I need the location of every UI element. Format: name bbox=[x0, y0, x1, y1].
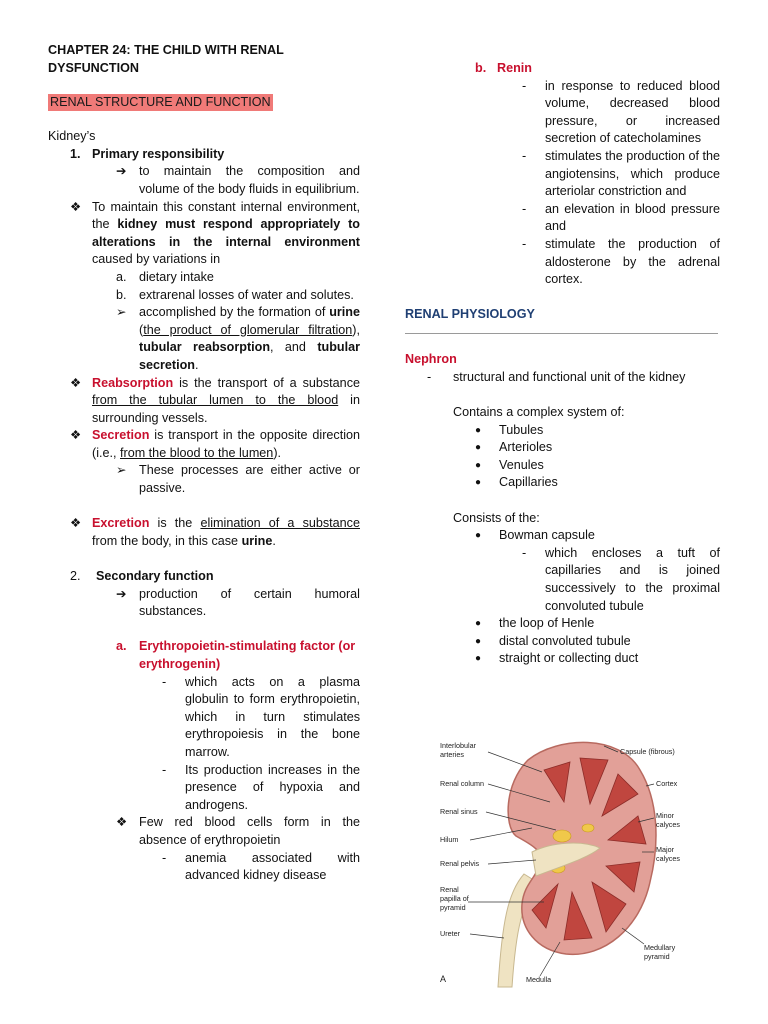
diamond-icon: ❖ bbox=[70, 199, 82, 214]
list-item: ● straight or collecting duct bbox=[405, 650, 720, 668]
accomplished-item: ➢ accomplished by the formation of urine (the product of glomerular filtration), tubular reabsorption, and tubular secretion. bbox=[116, 305, 360, 372]
dash-marker: - bbox=[427, 369, 432, 384]
bullet-marker: ● bbox=[475, 477, 482, 489]
right-column bbox=[405, 60, 720, 668]
primary-responsibility-title: Primary responsibility bbox=[92, 146, 225, 161]
renin-item-3: - an elevation in blood pressure and bbox=[522, 201, 720, 234]
anemia-item: - anemia associated with advanced kidney disease bbox=[162, 850, 360, 883]
erythropoietin-heading: a. Erythropoietin-stimulating factor (or erythrogenin) bbox=[116, 639, 356, 671]
label-renal-papilla: Renal bbox=[440, 885, 459, 894]
processes-item: ➢ These processes are either active or passive. bbox=[116, 463, 360, 496]
dash-marker: - bbox=[522, 201, 527, 216]
list-item: ● Bowman capsule bbox=[405, 527, 720, 545]
list-item: ● Arterioles bbox=[405, 439, 720, 457]
variation-item-a: a. dietary intake bbox=[116, 269, 214, 284]
dash-marker: - bbox=[522, 236, 527, 251]
label-medullary-pyramid: Medullary bbox=[644, 943, 676, 952]
diamond-icon: ❖ bbox=[70, 516, 82, 531]
panel-letter: A bbox=[440, 974, 447, 984]
list-number: 1. bbox=[70, 146, 81, 161]
chapter-title: CHAPTER 24: THE CHILD WITH RENAL DYSFUNCTION bbox=[48, 43, 284, 75]
bowman-detail: - which encloses a tuft of capillaries and is joined successively to the proximal convoluted tubule bbox=[522, 545, 720, 613]
dash-marker: - bbox=[522, 545, 527, 560]
renin-item-1: - in response to reduced blood volume, decreased blood pressure, or increased secretion of catecholamines bbox=[522, 78, 720, 146]
dash-marker: - bbox=[522, 148, 527, 163]
label-minor-calyces-2: calyces bbox=[656, 820, 680, 829]
chevron-icon: ➢ bbox=[116, 305, 127, 320]
label-interlobular-arteries: Interlobular bbox=[440, 741, 476, 750]
label-renal-pelvis: Renal pelvis bbox=[440, 859, 480, 868]
renin-heading: b. Renin bbox=[475, 61, 532, 75]
section-heading-renal-structure: RENAL STRUCTURE AND FUNCTION bbox=[50, 95, 271, 110]
dash-marker: - bbox=[162, 674, 167, 689]
bullet-marker: ● bbox=[475, 424, 482, 436]
kidneys-label: Kidney’s bbox=[48, 129, 96, 144]
secondary-arrow-item: ➔ production of certain humoral substances. bbox=[116, 586, 360, 619]
label-renal-column: Renal column bbox=[440, 779, 484, 788]
list-item: ● the loop of Henle bbox=[405, 615, 720, 633]
primary-arrow-item: ➔ to maintain the composition and volume of the body fluids in equilibrium. bbox=[116, 164, 360, 196]
label-renal-papilla-2: papilla of bbox=[440, 894, 469, 903]
label-major-calyces: Major bbox=[656, 845, 674, 854]
contains-label: Contains a complex system of: bbox=[453, 405, 625, 420]
list-item: ● Venules bbox=[405, 457, 720, 475]
consists-label: Consists of the: bbox=[453, 510, 540, 525]
few-rbc-paragraph: ❖ Few red blood cells form in the absence of erythropoietin bbox=[116, 815, 360, 847]
renin-item-2: - stimulates the production of the angiotensins, which produce arteriolar constriction and bbox=[522, 148, 721, 199]
label-ureter: Ureter bbox=[440, 929, 460, 938]
label-renal-sinus: Renal sinus bbox=[440, 807, 478, 816]
secretion-paragraph: ❖ Secretion is transport in the opposite direction (i.e., from the blood to the lumen). bbox=[48, 427, 360, 462]
label-major-calyces-2: calyces bbox=[656, 854, 680, 863]
dash-marker: - bbox=[522, 78, 527, 93]
left-column bbox=[48, 42, 360, 885]
label-interlobular-arteries-2: arteries bbox=[440, 750, 464, 759]
bullet-marker: ● bbox=[475, 653, 482, 665]
reabsorption-paragraph: ❖ Reabsorption is the transport of a substance from the tubular lumen to the blood in surrounding vessels. bbox=[48, 375, 360, 428]
label-medulla: Medulla bbox=[526, 975, 552, 984]
secondary-function-item bbox=[48, 568, 360, 586]
excretion-paragraph: ❖ Excretion is the elimination of a substance from the body, in this case urine. bbox=[48, 515, 360, 550]
variation-item-b: b. extrarenal losses of water and solutes. bbox=[116, 287, 354, 302]
label-capsule: Capsule (fibrous) bbox=[620, 747, 675, 756]
kidney-diagram bbox=[432, 732, 724, 992]
bullet-marker: ● bbox=[475, 442, 482, 454]
bullet-marker: ● bbox=[475, 635, 482, 647]
label-medullary-pyramid-2: pyramid bbox=[644, 952, 670, 961]
nephron-definition: - structural and functional unit of the kidney bbox=[405, 369, 720, 387]
arrow-icon: ➔ bbox=[116, 164, 127, 179]
list-item: ● Capillaries bbox=[405, 474, 720, 492]
label-cortex: Cortex bbox=[656, 779, 678, 788]
label-renal-papilla-3: pyramid bbox=[440, 903, 466, 912]
maintain-paragraph: ❖ To maintain this constant internal environment, the kidney must respond appropriately to alterations in the internal environment caused by variations in bbox=[48, 199, 360, 269]
primary-responsibility-item bbox=[48, 146, 360, 164]
chevron-icon: ➢ bbox=[116, 463, 127, 478]
label-minor-calyces: Minor bbox=[656, 811, 674, 820]
bullet-marker: ● bbox=[475, 459, 482, 471]
renin-item-4: - stimulate the production of aldosterone by the adrenal cortex. bbox=[522, 236, 720, 287]
nephron-heading: Nephron bbox=[405, 352, 457, 367]
list-item: ● Tubules bbox=[405, 422, 720, 440]
erythropoietin-detail-2: - Its production increases in the presence of hypoxia and androgens. bbox=[162, 762, 360, 812]
secondary-function-title: Secondary function bbox=[96, 569, 214, 584]
list-item: ● distal convoluted tubule bbox=[405, 633, 720, 651]
label-hilum: Hilum bbox=[440, 835, 459, 844]
section-divider bbox=[405, 333, 718, 334]
diamond-icon: ❖ bbox=[70, 375, 82, 390]
list-number: 2. bbox=[70, 569, 81, 584]
dash-marker: - bbox=[162, 762, 167, 777]
diamond-icon: ❖ bbox=[70, 428, 82, 443]
bullet-marker: ● bbox=[475, 530, 482, 542]
arrow-icon: ➔ bbox=[116, 586, 127, 601]
diamond-icon: ❖ bbox=[116, 815, 128, 830]
section-heading-renal-physiology: RENAL PHYSIOLOGY bbox=[405, 306, 535, 321]
bullet-marker: ● bbox=[475, 618, 482, 630]
dash-marker: - bbox=[162, 850, 167, 865]
erythropoietin-detail-1: - which acts on a plasma globulin to form erythropoietin, which in turn stimulates erythropoiesis in the bone marrow. bbox=[162, 674, 360, 759]
